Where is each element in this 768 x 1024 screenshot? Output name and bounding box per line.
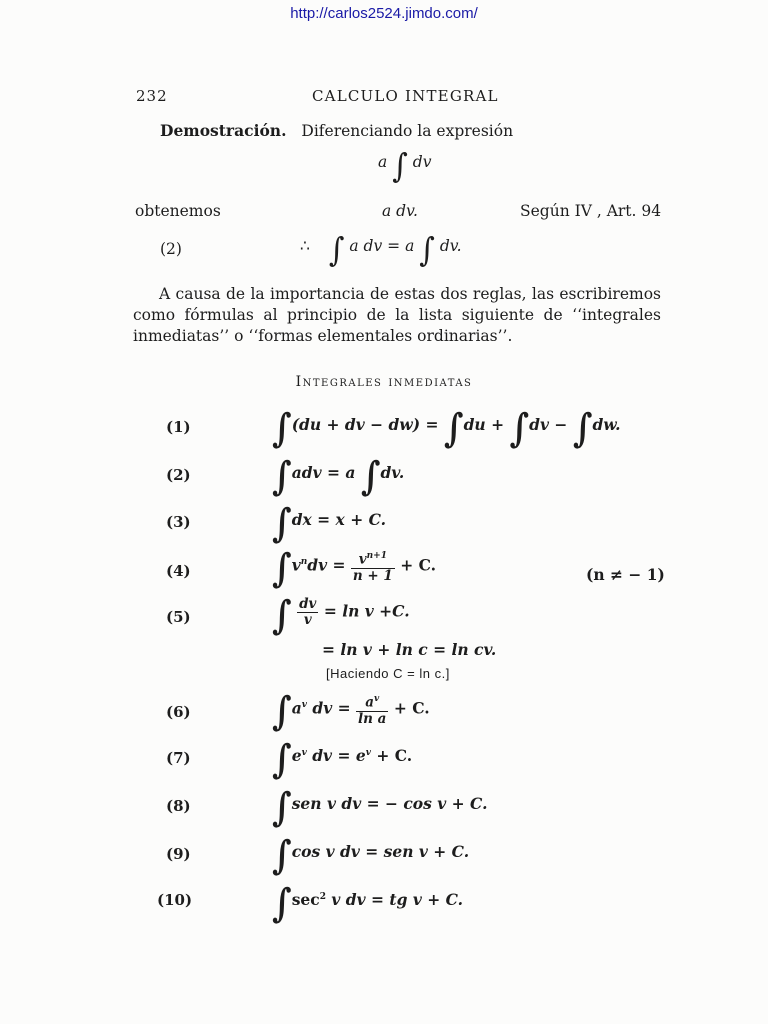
- page-number: 232: [136, 87, 168, 105]
- fraction: [356, 692, 388, 727]
- demonstration-label: Demostración.: [160, 121, 287, 140]
- numerator: a: [365, 694, 374, 711]
- integral-sign: ∫: [360, 454, 381, 500]
- superscript: 2: [319, 891, 326, 902]
- superscript: n+1: [366, 551, 387, 561]
- formula-text: dv = e: [312, 746, 366, 765]
- formula-text: + C.: [376, 746, 413, 765]
- formula-text: dv −: [529, 415, 568, 434]
- section-heading: Integrales inmediatas: [295, 374, 473, 390]
- running-title: CALCULO INTEGRAL: [312, 87, 499, 105]
- intro-paragraph: A causa de la importancia de estas dos reglas, las escribiremos como fórmulas al principio de la lista siguiente de ‘‘integrales inmediatas’’ o ‘‘formas elementales ordinarias’’.: [133, 285, 661, 345]
- formula-7: [272, 737, 413, 783]
- expr-a: a: [378, 153, 388, 171]
- formula-text: sec: [291, 890, 320, 909]
- formula-text: adv = a: [291, 463, 356, 482]
- formula-text: dv.: [380, 463, 405, 482]
- formula-text: + C.: [400, 555, 437, 575]
- integral-sign: ∫: [272, 454, 292, 500]
- formula-number: (10): [157, 891, 193, 909]
- demonstration-text: Diferenciando la expresión: [301, 122, 514, 140]
- integral-sign: ∫: [572, 406, 593, 452]
- demo-eq-number: (2): [160, 240, 182, 258]
- formula-text: dw.: [592, 415, 621, 434]
- superscript: v: [301, 747, 307, 758]
- integral-sign: ∫: [272, 737, 292, 783]
- fraction: [351, 549, 395, 584]
- formula-text: v dv = tg v + C.: [331, 890, 464, 909]
- formula-6: [272, 689, 430, 736]
- formula-number: (2): [166, 466, 191, 484]
- integral-sign: ∫: [272, 501, 292, 547]
- formula-text: + C.: [393, 698, 430, 718]
- integral-sign: ∫: [272, 881, 292, 927]
- denominator: ln a: [358, 710, 387, 727]
- integral-sign: ∫: [272, 592, 292, 639]
- formula-4-condition: (n ≠ − 1): [586, 565, 665, 584]
- formula-5-line2: = ln v + ln c = ln cv.: [322, 640, 497, 659]
- integral-sign: ∫: [392, 147, 408, 186]
- formula-number: (3): [166, 513, 191, 531]
- integral-sign: ∫: [328, 231, 345, 270]
- formula-number: (7): [166, 749, 191, 767]
- integral-sign: ∫: [509, 406, 530, 452]
- formula-text: sen v dv = − cos v + C.: [291, 794, 488, 813]
- denominator: v: [303, 612, 312, 628]
- formula-text: dv =: [307, 555, 346, 575]
- integral-sign: ∫: [272, 785, 292, 831]
- formula-number: (4): [166, 562, 191, 580]
- demo-equation: [300, 231, 462, 270]
- result-a-dv: a dv.: [382, 202, 418, 220]
- superscript: v: [373, 694, 380, 704]
- demonstration-line: [160, 121, 513, 140]
- integral-sign: ∫: [419, 231, 435, 270]
- formula-10: [272, 881, 464, 927]
- formula-5-note: [Haciendo C = ln c.]: [326, 666, 450, 681]
- formula-text: v: [291, 555, 301, 575]
- formula-number: (5): [166, 608, 191, 626]
- integral-sign: ∫: [272, 546, 292, 593]
- integral-sign: ∫: [272, 833, 292, 879]
- numerator: v: [358, 551, 367, 568]
- demo-lhs: a dv = a: [349, 237, 415, 255]
- source-url-link[interactable]: http://carlos2524.jimdo.com/: [290, 5, 478, 22]
- therefore-symbol: ∴: [300, 237, 310, 255]
- formula-9: [272, 833, 470, 879]
- reference-text: Según IV , Art. 94: [520, 202, 662, 220]
- formula-text: du +: [463, 415, 505, 434]
- formula-text: = ln v +C.: [323, 601, 410, 621]
- formula-number: (1): [166, 418, 191, 436]
- formula-text: e: [291, 746, 302, 765]
- integral-sign: ∫: [443, 406, 464, 452]
- formula-8: [272, 785, 488, 831]
- superscript: v: [365, 747, 371, 758]
- formula-number: (6): [166, 703, 191, 721]
- numerator: dv: [299, 596, 317, 612]
- formula-1: [272, 406, 621, 452]
- formula-text: (du + dv − dw) =: [291, 415, 439, 434]
- demo-rhs: dv.: [439, 237, 462, 255]
- integral-sign: ∫: [272, 689, 292, 736]
- expr-dv: dv: [412, 153, 432, 171]
- formula-text: dv =: [312, 698, 351, 718]
- formula-text: a: [291, 698, 302, 718]
- superscript: n: [300, 557, 308, 568]
- obtenemos-text: obtenemos: [135, 202, 221, 220]
- expression-a-int-dv: [378, 147, 432, 186]
- formula-number: (9): [166, 845, 191, 863]
- formula-number: (8): [166, 797, 191, 815]
- superscript: v: [301, 700, 307, 711]
- formula-4: [272, 546, 437, 593]
- formula-3: [272, 501, 387, 547]
- denominator: n + 1: [352, 567, 393, 584]
- formula-5: [272, 592, 410, 639]
- formula-text: dx = x + C.: [291, 510, 387, 529]
- fraction: [297, 597, 318, 628]
- integral-sign: ∫: [272, 406, 292, 452]
- formula-text: cos v dv = sen v + C.: [291, 842, 470, 861]
- formula-2: [272, 454, 405, 500]
